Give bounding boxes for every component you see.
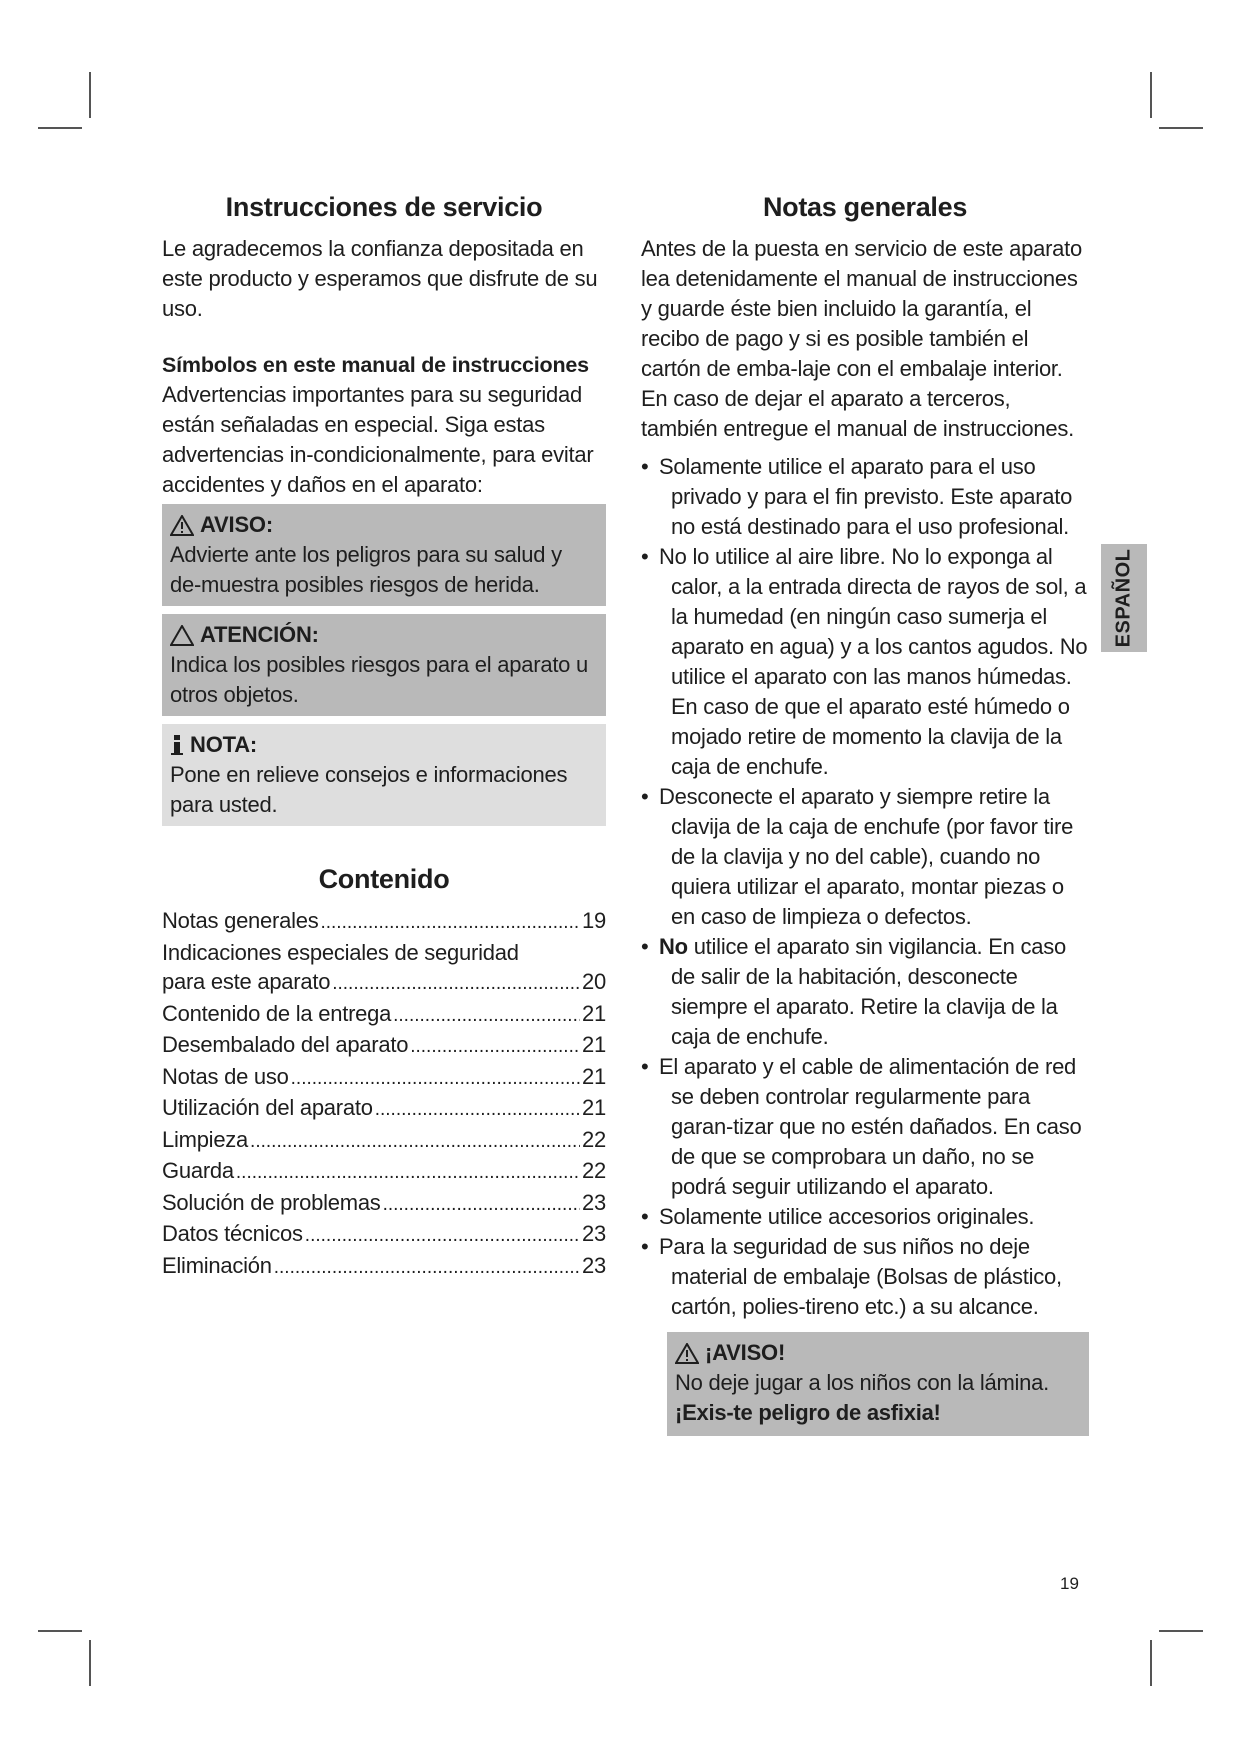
aviso-title: AVISO:: [200, 512, 273, 537]
caution-triangle-icon: [170, 625, 194, 646]
right-column: [641, 190, 1089, 1436]
nota-text: Pone en relieve consejos e informaciones para usted.: [170, 762, 568, 817]
crop-mark-br-v: [1150, 1640, 1152, 1686]
toc-entry-heading: Indicaciones especiales de seguridad: [162, 939, 519, 965]
toc-entry[interactable]: Contenido de la entrega ..... 21: [162, 999, 606, 1031]
nota-title: NOTA:: [190, 732, 258, 757]
crop-mark-tl-v: [89, 72, 91, 118]
no-emphasis: No: [659, 934, 688, 959]
warning-icon: [675, 1343, 699, 1364]
toc-entry[interactable]: Limpieza ..... 22: [162, 1125, 606, 1157]
toc-entry[interactable]: para este aparato ..... 20: [162, 967, 606, 999]
list-item: • Solamente utilice el aparato para el uso privado y para el fin previsto. Este aparato no está destinado para el uso profesional.: [641, 452, 1089, 542]
symbols-heading: Símbolos en este manual de instrucciones: [162, 353, 589, 377]
toc-entry[interactable]: Eliminación ..... 23: [162, 1251, 606, 1283]
crop-mark-br-h: [1159, 1630, 1203, 1632]
contents-title: Contenido: [318, 864, 450, 894]
toc-entry[interactable]: Desembalado del aparato ..... 21: [162, 1030, 606, 1062]
list-item: • Desconecte el aparato y siempre retire la clavija de la caja de enchufe (por favor tire de la clavija y no del cable), cuando no quiera utilizar el aparato, montar piezas o en caso de limpieza o defectos.: [641, 782, 1089, 932]
crop-mark-tr-h: [1159, 127, 1203, 129]
atencion-box: [162, 614, 606, 716]
table-of-contents: [162, 906, 606, 1282]
list-item: • Para la seguridad de sus niños no deje material de embalaje (Bolsas de plástico, cartón, polies-tireno etc.) a su alcance.: [641, 1232, 1089, 1322]
toc-entry[interactable]: Notas de uso ..... 21: [162, 1062, 606, 1094]
crop-mark-bl-h: [38, 1630, 82, 1632]
nota-box: [162, 724, 606, 826]
warning-icon: [170, 515, 194, 536]
safety-list: [641, 452, 1089, 1322]
toc-entry[interactable]: Guarda ..... 22: [162, 1156, 606, 1188]
page-number: 19: [1060, 1574, 1079, 1593]
crop-mark-tr-v: [1150, 72, 1152, 118]
toc-entry[interactable]: Notas generales ..... 19: [162, 906, 606, 938]
aviso-box: [162, 504, 606, 606]
atencion-title: ATENCIÓN:: [200, 622, 319, 647]
toc-entry[interactable]: Utilización del aparato ..... 21: [162, 1093, 606, 1125]
info-icon: [170, 734, 184, 756]
list-item: • Solamente utilice accesorios originales.: [641, 1202, 1089, 1232]
asfixia-warning-box: [667, 1332, 1089, 1436]
atencion-text: Indica los posibles riesgos para el aparato u otros objetos.: [170, 652, 589, 707]
general-notes-intro: Antes de la puesta en servicio de este aparato lea detenidamente el manual de instrucciones y guarde éste bien incluido la garantía, el recibo de pago y si es posible también el cartón de emba-laje con el embalaje interior. En caso de dejar el aparato a terceros, también entregue el manual de instrucciones.: [641, 236, 1083, 441]
intro-text: Le agradecemos la confianza depositada en este producto y esperamos que disfrute de su uso.: [162, 236, 598, 321]
nota-title-row: [170, 730, 598, 760]
language-label: ESPAÑOL: [1112, 548, 1135, 648]
asfixia-text: No deje jugar a los niños con la lámina. ¡Exis-te peligro de asfixia!: [675, 1370, 1050, 1425]
aviso-text: Advierte ante los peligros para su salud y de-muestra posibles riesgos de herida.: [170, 542, 562, 597]
list-item: • El aparato y el cable de alimentación de red se deben controlar regularmente para garan-tizar que no estén dañados. En caso de que se comprobara un daño, no se podrá seguir utilizando el aparato.: [641, 1052, 1089, 1202]
crop-mark-tl-h: [38, 127, 82, 129]
list-item: • No utilice el aparato sin vigilancia. En caso de salir de la habitación, desconecte siempre el aparato. Retire la clavija de la caja de enchufe.: [641, 932, 1089, 1052]
aviso-title-row: [170, 510, 598, 540]
atencion-title-row: [170, 620, 598, 650]
toc-entry[interactable]: Datos técnicos ..... 23: [162, 1219, 606, 1251]
instructions-title: Instrucciones de servicio: [225, 192, 543, 222]
asfixia-title: ¡AVISO!: [705, 1340, 786, 1365]
crop-mark-bl-v: [89, 1640, 91, 1686]
left-column: [162, 190, 606, 1282]
general-notes-title: Notas generales: [762, 192, 968, 222]
symbols-text: Advertencias importantes para su seguridad están señaladas en especial. Siga estas advertencias in-condicionalmente, para evitar accidentes y daños en el aparato:: [162, 382, 594, 497]
asfixia-title-row: [675, 1338, 1081, 1368]
language-tab: [1101, 544, 1147, 652]
toc-entry[interactable]: Solución de problemas ..... 23: [162, 1188, 606, 1220]
list-item: • No lo utilice al aire libre. No lo exponga al calor, a la entrada directa de rayos de sol, a la humedad (en ningún caso sumerja el aparato en agua) y a los cantos agudos. No utilice el aparato con las manos húmedas. En caso de que el aparato esté húmedo o mojado retire de momento la clavija de la caja de enchufe.: [641, 542, 1089, 782]
